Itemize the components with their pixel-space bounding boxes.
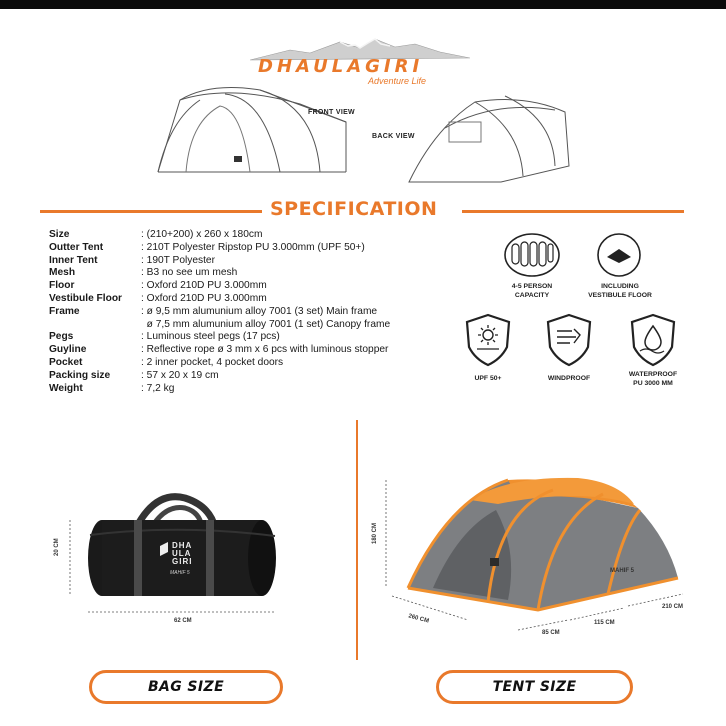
spec-row bbox=[49, 306, 469, 319]
spec-row bbox=[49, 293, 469, 306]
upf-label: UPF 50+ bbox=[474, 375, 502, 382]
divider-right bbox=[462, 210, 684, 213]
spec-value: : B3 no see um mesh bbox=[141, 267, 238, 279]
spec-value: : (210+200) x 260 x 180cm bbox=[141, 229, 263, 240]
tent-illustration bbox=[378, 470, 698, 640]
spec-value: : Reflective rope ø 3 mm x 6 pcs with luminous stopper bbox=[141, 344, 389, 356]
spec-label: Pocket bbox=[49, 356, 83, 368]
spec-label: Packing size bbox=[49, 369, 111, 381]
spec-value: : 57 x 20 x 19 cm bbox=[141, 369, 219, 381]
tent-logo-icon bbox=[490, 558, 499, 566]
spec-label: Inner Tent bbox=[49, 254, 98, 266]
spec-value: : 210T Polyester Ripstop PU 3.000mm (UPF 50+) bbox=[141, 241, 365, 253]
sun-shield-icon bbox=[465, 313, 511, 367]
front-view-illustration bbox=[150, 80, 350, 180]
tent-depth-label: 260 CM bbox=[407, 613, 430, 625]
spec-label bbox=[49, 319, 135, 332]
tent-model-label: MAHIF 5 bbox=[610, 568, 634, 574]
tent-length-1-label: 85 CM bbox=[542, 630, 560, 636]
tent-height-label: 180 CM bbox=[372, 522, 378, 544]
tent-size-button[interactable]: TENT SIZE bbox=[436, 670, 633, 704]
bag-model: MAHIF 5 bbox=[170, 570, 190, 576]
logo-patch-icon bbox=[234, 156, 242, 162]
spec-value: : 2 inner pocket, 4 pocket doors bbox=[141, 356, 284, 368]
spec-value: : Luminous steel pegs (17 pcs) bbox=[141, 331, 280, 343]
bag-height-label: 20 CM bbox=[54, 538, 60, 556]
spec-label: Size bbox=[49, 229, 70, 240]
floor-icon bbox=[596, 232, 642, 278]
spec-row bbox=[49, 280, 469, 293]
vertical-divider bbox=[356, 420, 358, 660]
spec-value: : 190T Polyester bbox=[141, 254, 215, 266]
bag-size-button[interactable]: BAG SIZE bbox=[89, 670, 283, 704]
tent-length-3-label: 210 CM bbox=[662, 604, 684, 610]
spec-row bbox=[49, 383, 469, 396]
spec-value: : Oxford 210D PU 3.000mm bbox=[141, 280, 267, 292]
brand-logo bbox=[250, 36, 470, 86]
brand-name: DHAULAGIRI bbox=[258, 56, 424, 77]
spec-label: Guyline bbox=[49, 344, 87, 356]
spec-row bbox=[49, 229, 469, 242]
brand-tagline: Adventure Life bbox=[368, 76, 427, 86]
spec-value: : Oxford 210D PU 3.000mm bbox=[141, 292, 267, 304]
spec-row bbox=[49, 319, 469, 332]
front-view-label: FRONT VIEW bbox=[308, 109, 355, 116]
spec-label: Outter Tent bbox=[49, 241, 104, 253]
spec-label: Weight bbox=[49, 382, 83, 394]
divider-left bbox=[40, 210, 262, 213]
capacity-label: 4-5 PERSON CAPACITY bbox=[511, 283, 553, 299]
spec-label: Frame bbox=[49, 305, 80, 317]
bag-width-label: 62 CM bbox=[174, 618, 192, 624]
spec-row bbox=[49, 267, 469, 280]
spec-label: Vestibule Floor bbox=[49, 292, 123, 304]
spec-value: : 7,2 kg bbox=[141, 382, 175, 394]
spec-value: : ø 9,5 mm alumunium alloy 7001 (3 set) Main frame bbox=[141, 305, 378, 317]
back-view-illustration bbox=[405, 88, 575, 188]
spec-label: Pegs bbox=[49, 331, 74, 343]
waterproof-label: WATERPROOF PU 3000 MM bbox=[628, 371, 678, 387]
spec-row bbox=[49, 331, 469, 344]
spec-value: ø 7,5 mm alumunium alloy 7001 (1 set) Canopy frame bbox=[141, 318, 391, 330]
top-bar bbox=[0, 0, 726, 9]
bag-brand: DHA ULA GIRI bbox=[172, 541, 193, 566]
tent-length-2-label: 115 CM bbox=[594, 620, 615, 626]
windproof-label: WINDPROOF bbox=[547, 375, 591, 382]
spec-row bbox=[49, 242, 469, 255]
spec-row bbox=[49, 255, 469, 268]
spec-label: Floor bbox=[49, 280, 75, 292]
floor-label: INCLUDING VESTIBULE FLOOR bbox=[588, 283, 652, 299]
spec-row bbox=[49, 357, 469, 370]
spec-row bbox=[49, 344, 469, 357]
people-icon bbox=[503, 232, 561, 278]
spec-row bbox=[49, 370, 469, 383]
drop-shield-icon bbox=[630, 313, 676, 367]
section-title: SPECIFICATION bbox=[270, 198, 438, 220]
wind-shield-icon bbox=[546, 313, 592, 367]
spec-table bbox=[49, 229, 469, 395]
back-view-label: BACK VIEW bbox=[372, 133, 415, 140]
spec-label: Mesh bbox=[49, 267, 76, 279]
